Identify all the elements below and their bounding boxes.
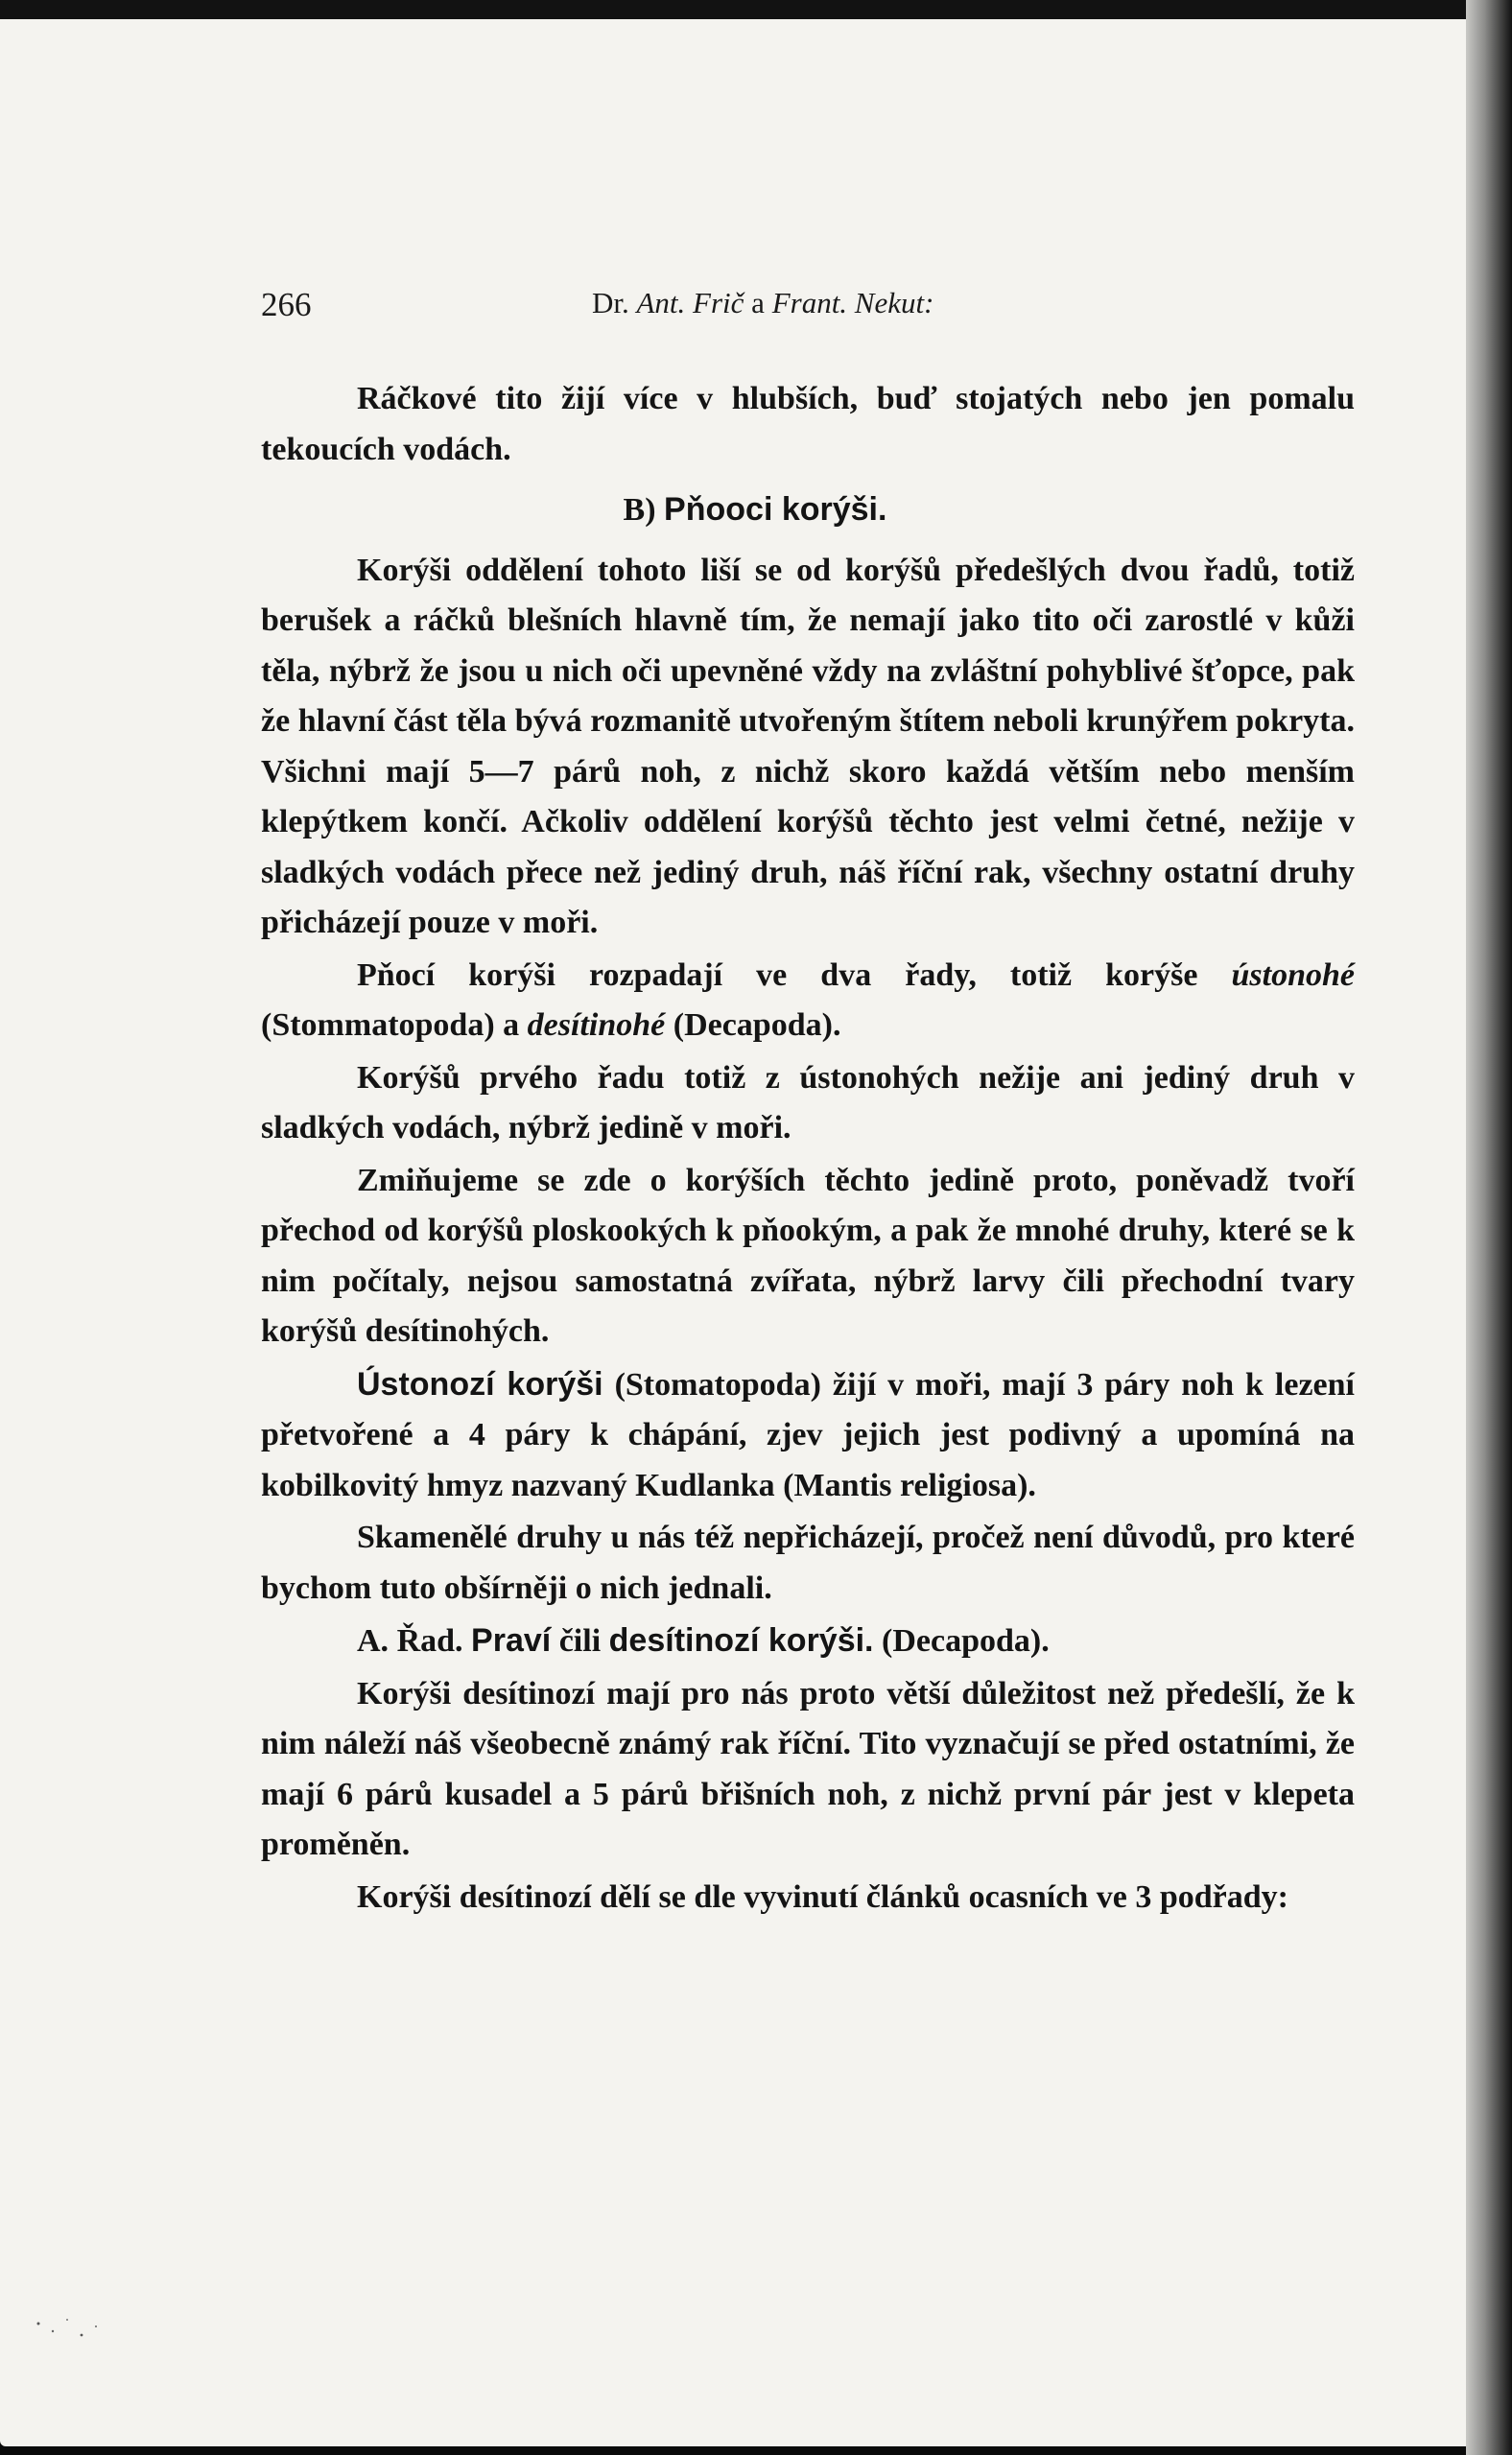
paragraph: Korýši desítinozí mají pro nás proto větší důležitost než předešlí, že k nim náleží náš všeobecně známý rak říční. Tito vyznačují se před ostatními, že mají 6 párů kusadel a 5 párů břišních noh, z nichž první pár jest v klepeta proměněn.: [261, 1675, 1355, 1862]
paragraph-text: (Stomatopoda) žijí v moři, mají 3 páry noh k lezení přetvořené a 4 páry k chápání, zjev jejich jest podivný a upomíná na kobilkovitý hmyz nazvaný Kudlanka (Mantis religiosa).: [261, 1366, 1355, 1503]
paragraph: Ráčkové tito žijí více v hlubších, buď stojatých nebo jen pomalu tekoucích vodách.: [261, 381, 1355, 467]
bold-term: Ústonozí korýši: [357, 1365, 603, 1403]
italic-term: desítinohé: [527, 1007, 666, 1043]
paragraph-text: čili: [558, 1623, 602, 1659]
paragraph: Korýši desítinozí dělí se dle vyvinutí článků ocasních ve 3 podřady:: [357, 1878, 1288, 1915]
book-spine-edge: [1466, 0, 1512, 2455]
paragraph-text: (Decapoda).: [882, 1623, 1050, 1659]
section-heading: [261, 484, 1355, 536]
page-number: 266: [261, 286, 312, 323]
paragraph: Korýši oddělení tohoto liší se od korýšů předešlých dvou řadů, totiž berušek a ráčků blešních hlavně tím, že nemají jako tito oči zarostlé v kůži těla, nýbrž že jsou u nich oči upevněné vždy na zvláštní pohyblivé šťopce, pak že hlavní část těla bývá rozmanitě utvořeným štítem neboli krunýřem pokryta. Všichni mají 5—7 párů noh, z nichž skoro každá větším nebo menším klepýtkem končí. Ačkoliv oddělení korýšů těchto jest velmi četné, nežije v sladkých vodách přece než jediný druh, náš říční rak, všechny ostatní druhy přicházejí pouze v moři.: [261, 552, 1355, 940]
bold-term: desítinozí korýši.: [608, 1622, 874, 1659]
heading-prefix: B): [623, 492, 656, 528]
running-head: [592, 286, 933, 320]
paragraph-text: (Stommatopoda) a: [261, 1007, 520, 1043]
subsection-heading: [261, 1616, 1355, 1667]
heading-title: Pňooci korýši.: [664, 491, 887, 528]
page-body: [261, 374, 1355, 1924]
paragraph-text: Pňocí korýši rozpadají ve dva řady, totiž korýše: [357, 956, 1198, 993]
paragraph-text: (Decapoda).: [673, 1007, 841, 1043]
paragraph: Korýšů prvého řadu totiž z ústonohých nežije ani jediný druh v sladkých vodách, nýbrž jedině v moři.: [261, 1059, 1355, 1145]
italic-term: ústonohé: [1231, 956, 1355, 993]
scan-specks: [29, 2312, 115, 2350]
paragraph: Zmiňujeme se zde o korýších těchto jedině proto, poněvadž tvoří přechod od korýšů ploskookých k pňookým, a pak že mnohé druhy, které se k nim počítaly, nejsou samostatná zvířata, nýbrž larvy čili přechodní tvary korýšů desítinohých.: [261, 1162, 1355, 1349]
running-head-author2: Frant. Nekut:: [771, 286, 934, 319]
running-head-conjunction: a: [751, 286, 765, 319]
running-head-prefix: Dr.: [592, 286, 629, 319]
paragraph: Skamenělé druhy u nás též nepřicházejí, pročež není důvodů, pro které bychom tuto obšírněji o nich jednali.: [261, 1520, 1355, 1606]
bold-term: Praví: [471, 1622, 552, 1659]
order-number: A.: [357, 1623, 390, 1659]
page-header: [261, 286, 1355, 332]
running-head-author1: Ant. Frič: [636, 286, 744, 319]
order-word: Řad.: [396, 1623, 463, 1659]
paragraph: [261, 951, 1355, 1051]
paragraph: [261, 1359, 1355, 1512]
